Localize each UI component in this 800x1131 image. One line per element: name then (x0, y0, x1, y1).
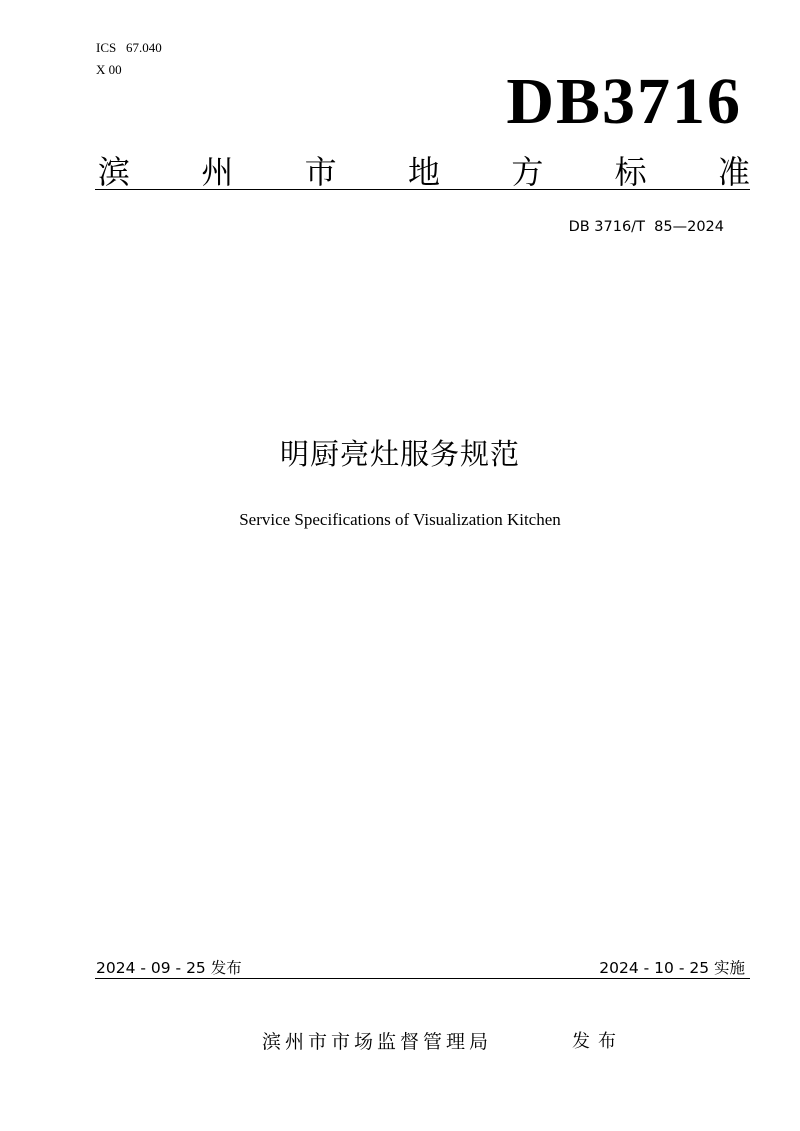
footer-divider (95, 978, 750, 979)
ccs-classification: X 00 (96, 62, 122, 77)
standard-code-header: DB3716 (506, 65, 742, 138)
standard-type-heading (98, 152, 750, 192)
issuing-action: 发布 (572, 1031, 624, 1052)
standard-type-char: 准 (717, 153, 750, 191)
standard-type-char: 滨 (98, 153, 131, 191)
document-title-chinese: 明厨亮灶服务规范 (279, 437, 520, 471)
standard-type-char: 州 (201, 153, 234, 191)
document-title-english: Service Specifications of Visualization Kitchen (239, 510, 561, 529)
header-divider (95, 189, 750, 190)
standard-number: DB 3716/T 85—2024 (568, 219, 724, 235)
issue-date: 2024 - 09 - 25 发布 (96, 959, 242, 977)
standard-type-char: 标 (614, 153, 647, 191)
ics-classification: ICS 67.040 (96, 40, 162, 55)
standard-type-char: 市 (304, 153, 337, 191)
standard-type-char: 方 (511, 153, 544, 191)
standard-type-char: 地 (407, 153, 440, 191)
implementation-date: 2024 - 10 - 25 实施 (599, 959, 745, 977)
issuing-authority: 滨州市市场监督管理局 (262, 1031, 493, 1053)
